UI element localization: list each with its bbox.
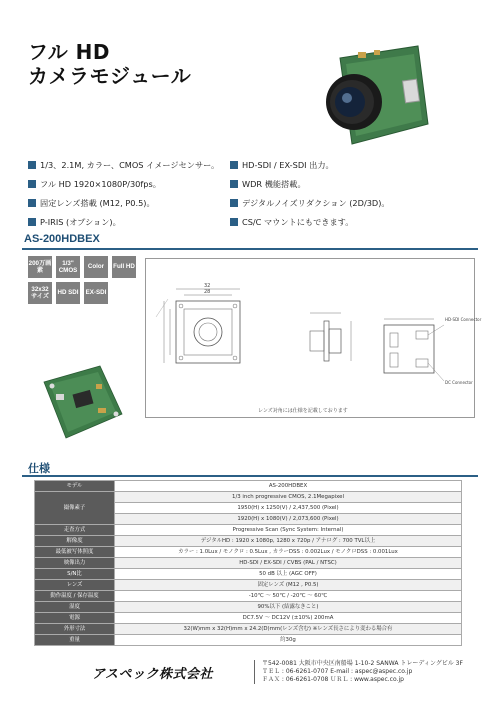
table-row: 1920(H) x 1080(V) / 2,073,600 (Pixel): [35, 514, 462, 525]
bullet-square-icon: [28, 218, 36, 226]
dimension-drawing: [145, 258, 482, 418]
table-row: 重量 約30g: [35, 635, 462, 646]
feature-item: P-IRIS (オプション)。: [28, 217, 121, 228]
camera-module-photo: [296, 40, 436, 152]
board-photo: [38, 362, 126, 442]
dim-width-label: 32: [204, 283, 211, 289]
feature-item: HD-SDI / EX-SDI 出力。: [230, 160, 334, 171]
company-tel: ＴＥＬ : 06-6261-0707 E-mail : aspec@aspec.co.jp: [262, 668, 413, 675]
feature-item: 1/3、2.1M, カラー、CMOS イメージセンサー。: [28, 160, 219, 171]
product-title: [28, 40, 191, 88]
table-row: 動作温度 / 保存温度 -10℃ ～ 50℃ / -20℃ ～ 60℃: [35, 591, 462, 602]
bullet-square-icon: [28, 161, 36, 169]
table-row: 湿度 90%以下 (結露なきこと): [35, 602, 462, 613]
table-row: レンズ 固定レンズ (M12 , P0.5): [35, 580, 462, 591]
feature-item: 固定レンズ搭載 (M12, P0.5)。: [28, 198, 155, 209]
bullet-square-icon: [230, 218, 238, 226]
table-row: 撮像素子 1/3 inch progressive CMOS, 2.1Megapixel: [35, 492, 462, 503]
table-row: S/N比 50 dB 以上 (AGC OFF): [35, 569, 462, 580]
dim-inner-label: 28: [204, 289, 211, 295]
spec-table: [34, 480, 462, 646]
table-row: 走査方式 Progressive Scan (Sync System: Internal): [35, 525, 462, 536]
badge-ex-sdi: EX-SDI: [84, 282, 108, 304]
drawing-caption: レンズ対角には仕様を記載しております: [258, 408, 348, 414]
company-fax: ＦＡＸ : 06-6261-0708 ＵＲＬ : www.aspec.co.jp: [262, 676, 404, 683]
callout-hd-sdi: HD-SDI Connector: [445, 317, 482, 322]
badge-cmos: 1/3" CMOS: [56, 256, 80, 278]
spec-divider: [22, 475, 478, 477]
bullet-square-icon: [28, 199, 36, 207]
table-row: 最低被写体照度 カラー : 1.0Lux / モノクロ : 0.5Lux , カラーDSS : 0.002Lux / モノクロDSS : 0.001Lux: [35, 547, 462, 558]
footer-divider: [254, 660, 255, 684]
table-row: 電源 DC7.5V ～ DC12V (±10%) 200mA: [35, 613, 462, 624]
badge-size: 32x32 サイズ: [28, 282, 52, 304]
feature-item: フル HD 1920×1080P/30fps。: [28, 179, 161, 190]
table-row: モデル AS-200HDBEX: [35, 481, 462, 492]
bullet-square-icon: [230, 161, 238, 169]
spec-badges: [28, 256, 138, 306]
feature-item: デジタルノイズリダクション (2D/3D)。: [230, 198, 390, 209]
feature-item: CS/C マウントにもできます。: [230, 217, 353, 228]
bullet-square-icon: [28, 180, 36, 188]
company-address: 〒542-0081 大阪市中央区南船場 1-10-2 SANWA トレーディングビル 3F: [262, 660, 463, 667]
model-heading: [22, 234, 478, 248]
table-row: 解像度 デジタルHD : 1920 x 1080p, 1280 x 720p / アナログ : 700 TVL以上: [35, 536, 462, 547]
title-line-1: フル HD: [28, 40, 111, 64]
title-line-2: カメラモジュール: [28, 64, 192, 88]
callout-dc: DC Connector: [445, 380, 473, 385]
table-row: 1950(H) x 1250(V) / 2,437,500 (Pixel): [35, 503, 462, 514]
drawing-svg: [146, 259, 482, 419]
badge-color: Color: [84, 256, 108, 278]
bullet-square-icon: [230, 180, 238, 188]
badge-full-hd: Full HD: [112, 256, 136, 278]
company-logo: アスペック株式会社: [92, 667, 213, 682]
model-divider: [22, 248, 478, 250]
company-contact: [262, 660, 463, 684]
badge-hd-sdi: HD SDI: [56, 282, 80, 304]
badge-megapixel: 200万画素: [28, 256, 52, 278]
table-row: 外形寸法 32(W)mm x 32(H)mm x 24.2(D)mm(レンズ含む) ※レンズ長さにより変わる場合有: [35, 624, 462, 635]
model-name: AS-200HDBEX: [24, 233, 100, 245]
bullet-square-icon: [230, 199, 238, 207]
feature-item: WDR 機能搭載。: [230, 179, 306, 190]
table-row: 映像出力 HD-SDI / EX-SDI / CVBS (PAL / NTSC): [35, 558, 462, 569]
spec-heading: 仕様: [28, 462, 50, 475]
